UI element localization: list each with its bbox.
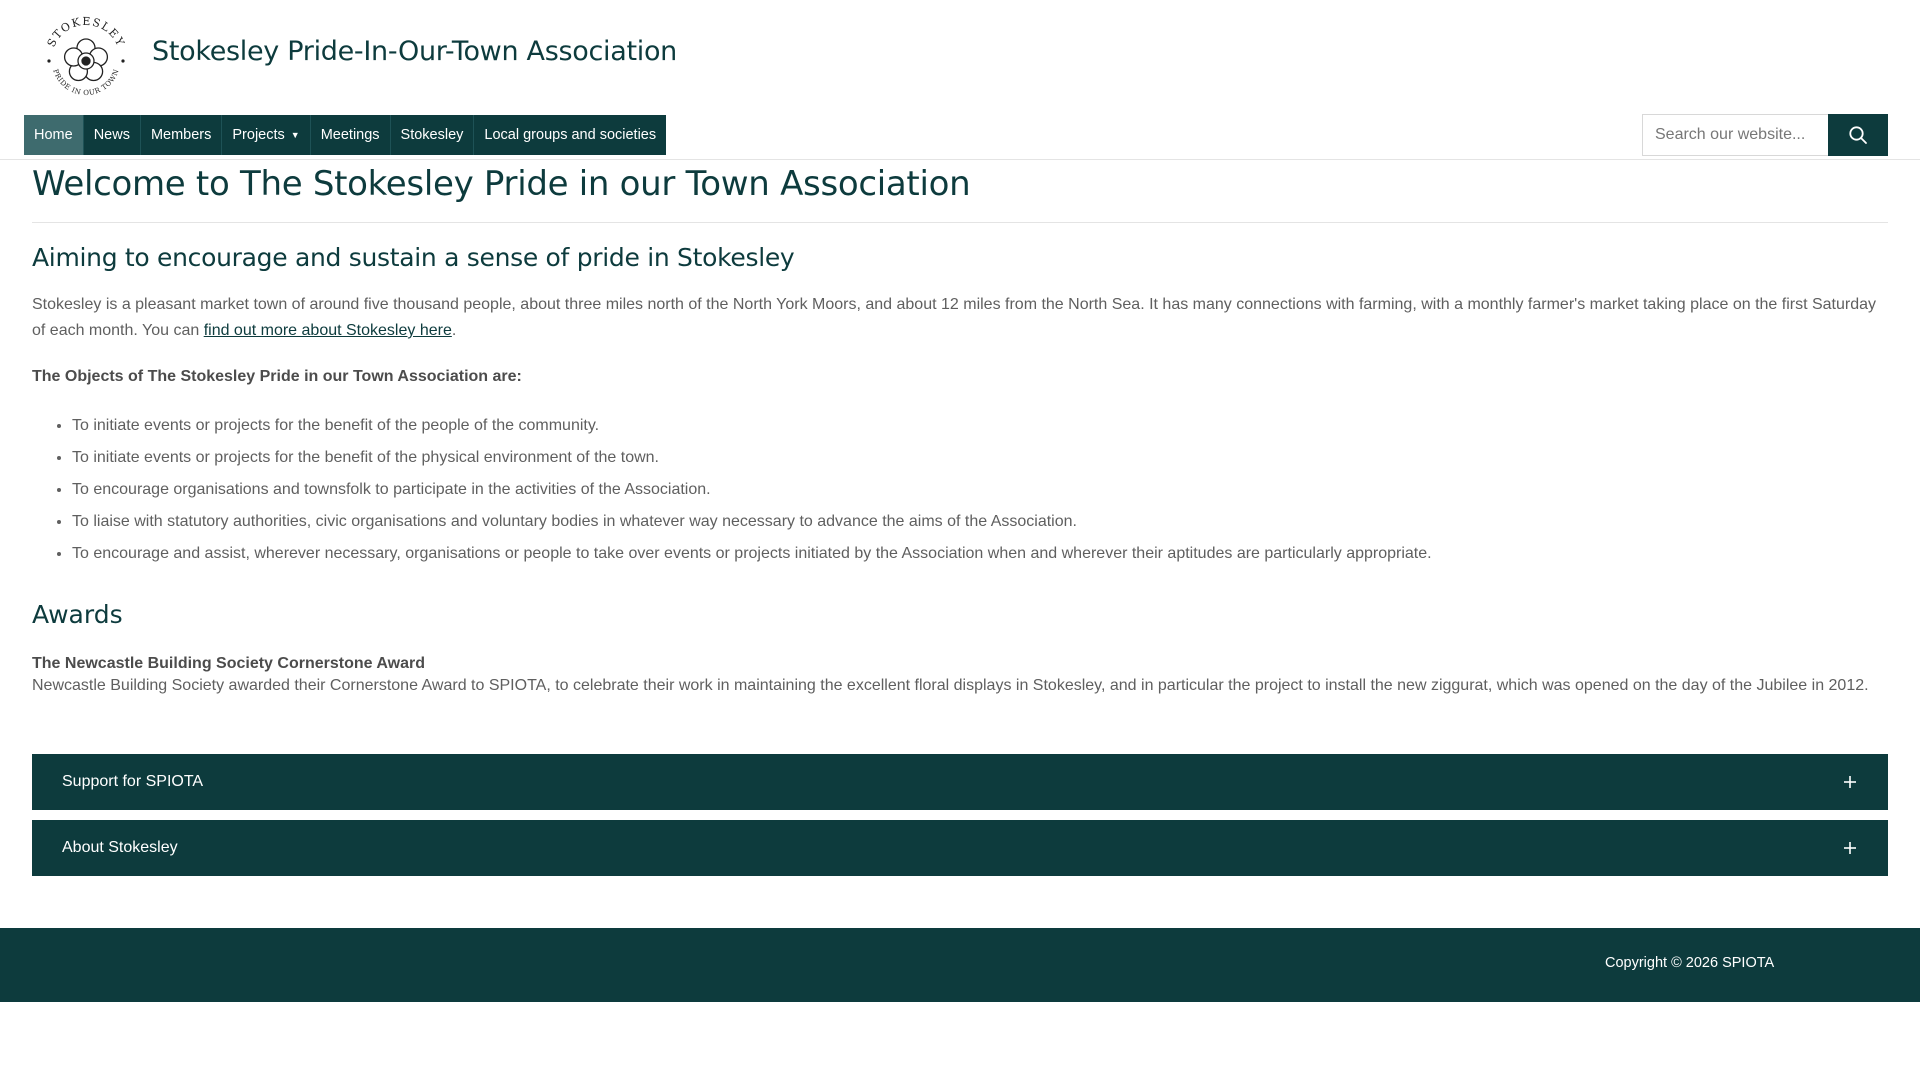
award-description: Newcastle Building Society awarded their Cornerstone Award to SPIOTA, to celebrate their work in maintaining the excellent floral displays in Stokesley, and in particular the project to install the new ziggurat, which was opened on the day of the Jubilee in 2012. [32,677,1869,694]
copyright-text: Copyright © 2026 SPIOTA [1605,955,1775,971]
logo-text-bottom: PRIDE IN OUR TOWN [51,67,121,98]
site-logo[interactable] [38,9,134,101]
page-title: Welcome to The Stokesley Pride in our Town Association [32,164,1888,223]
intro-text: Stokesley is a pleasant market town of around five thousand people, about three miles north of the North York Moors, and about 12 miles from the North Sea. It has many connections with farming, with a monthly farmer's market taking place on the first Saturday of each month. You can [32,296,1877,339]
caret-down-icon: ▼ [290,130,300,141]
accordion-label: About Stokesley [62,839,178,856]
awards-heading: Awards [32,600,123,629]
list-item: • To encourage organisations and townsfolk to participate in the activities of the Association. [72,474,1888,506]
accordion-label: Support for SPIOTA [62,773,204,790]
list-item: • To initiate events or projects for the benefit of the physical environment of the town. [72,442,1888,474]
list-item: • To encourage and assist, wherever necessary, organisations or people to take over events or projects initiated by the Association when and wherever their aptitudes are particularly appropriate. [72,538,1888,570]
logo-text-top: STOKESLEY [44,14,128,50]
award-name: The Newcastle Building Society Cornerstone Award [32,655,425,672]
list-item: • To initiate events or projects for the benefit of the people of the community. [72,410,1888,442]
nav-item-local-groups[interactable]: Local groups and societies [484,127,657,143]
page-subtitle: Aiming to encourage and sustain a sense of pride in Stokesley [32,243,795,272]
site-title[interactable]: Stokesley Pride-In-Our-Town Association [152,36,677,67]
site-footer [0,928,1920,1002]
main-content [32,160,1888,699]
accordion-support-spiota[interactable] [32,754,1888,810]
search-icon [1848,125,1868,145]
nav-item-news[interactable]: News [84,115,141,155]
plus-icon [1842,774,1858,790]
intro-end: . [451,322,457,339]
site-header [0,0,1920,160]
nav-item-projects[interactable] [222,115,310,155]
nav-item-meetings[interactable]: Meetings [311,115,391,155]
nav-item-home[interactable]: Home [24,115,84,155]
objects-list [32,410,1888,570]
accordion-about-stokesley[interactable] [32,820,1888,876]
search-input[interactable] [1642,114,1828,156]
stokesley-info-link[interactable]: find out more about Stokesley here [203,322,452,339]
objects-heading: The Objects of The Stokesley Pride in our Town Association are: [32,368,522,385]
main-nav [24,115,666,155]
nav-item-stokesley[interactable]: Stokesley [391,115,475,155]
list-item: • To liaise with statutory authorities, civic organisations and voluntary bodies in whatever way necessary to advance the aims of the Association. [72,506,1888,538]
plus-icon [1842,840,1858,856]
nav-item-projects-label: Projects [232,127,285,143]
intro-paragraph [32,292,1888,344]
tudor-rose-logo-icon [38,9,134,101]
search-form [1642,114,1888,156]
nav-item-members[interactable]: Members [141,115,222,155]
search-button[interactable] [1828,114,1888,156]
